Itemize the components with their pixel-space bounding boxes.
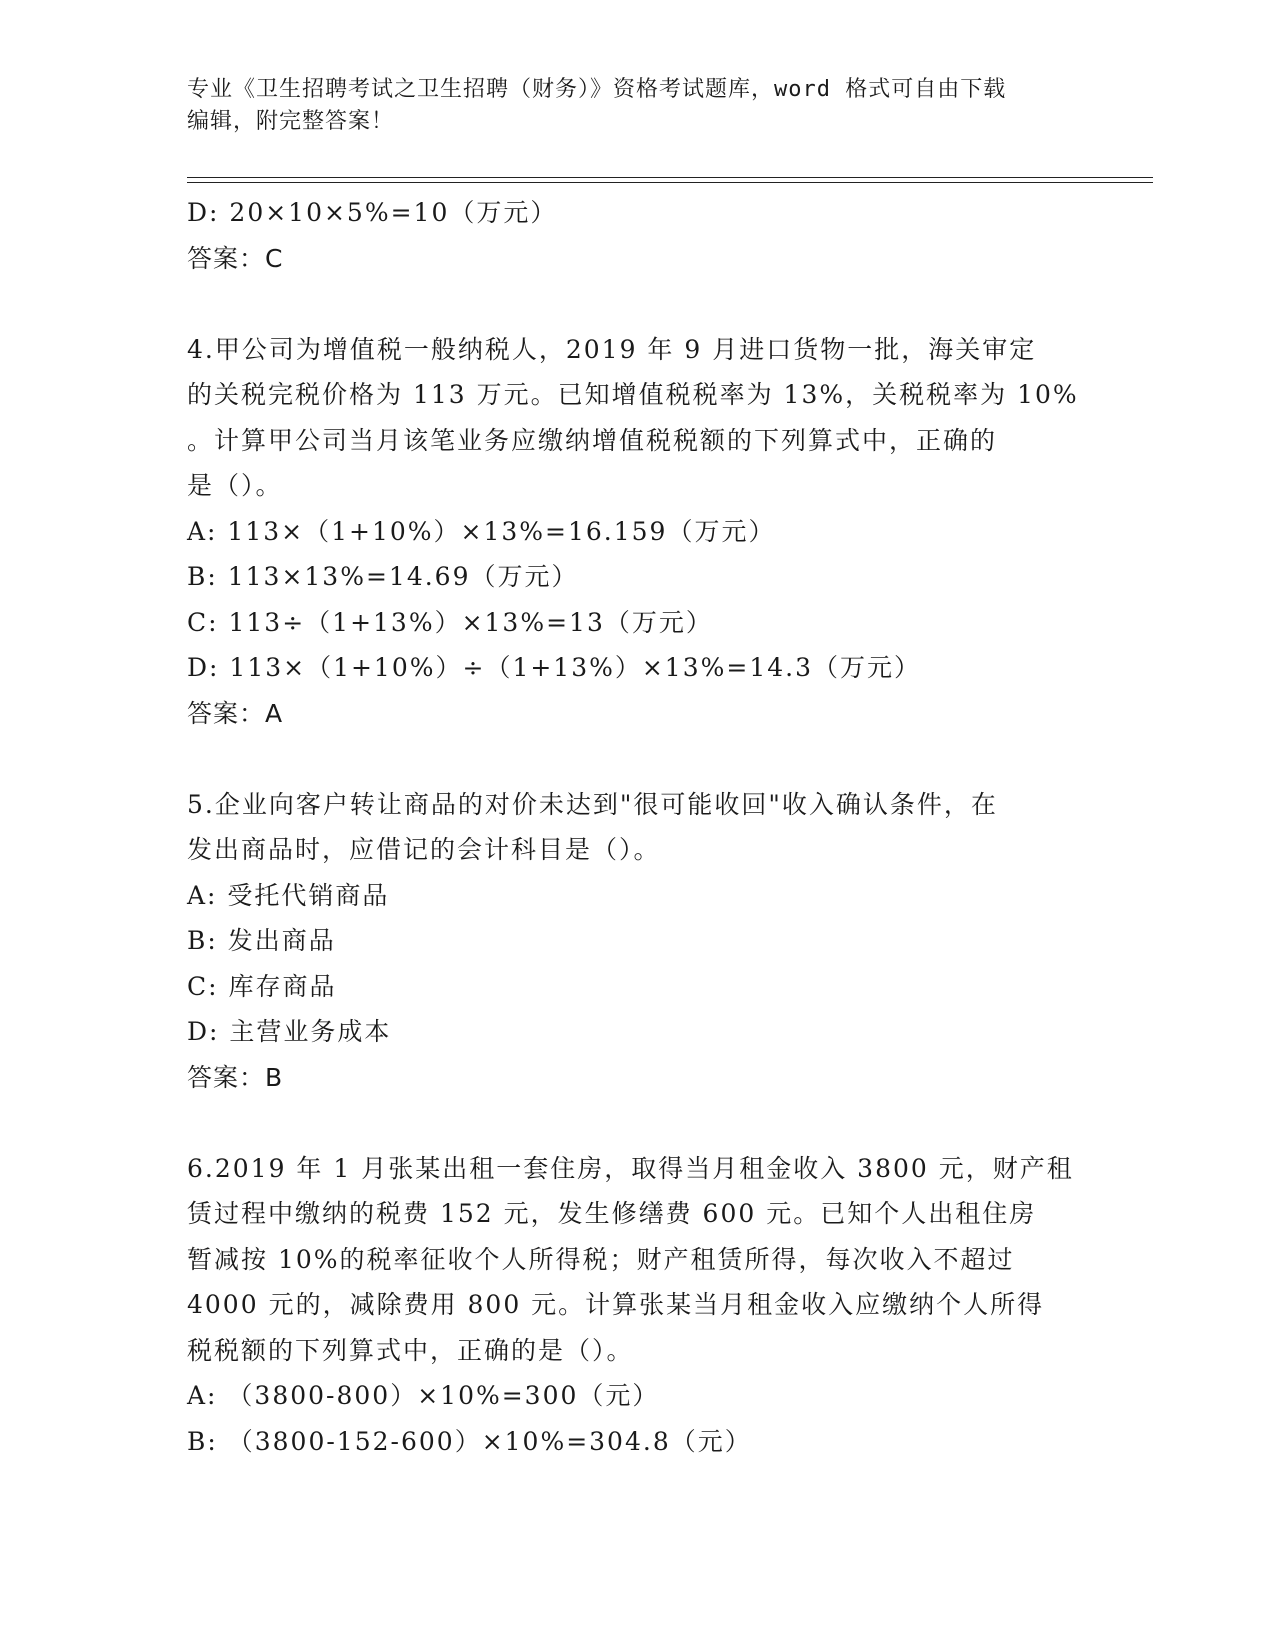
answer: 答案：A — [187, 698, 284, 728]
option-d: D: 113×（1+10%）÷（1+13%）×13%=14.3（万元） — [187, 653, 921, 682]
header-divider-bottom — [187, 182, 1153, 183]
question-text-line: 暂减按 10%的税率征收个人所得税；财产租赁所得，每次收入不超过 — [187, 1244, 1015, 1274]
header-divider-top — [187, 177, 1153, 178]
question-5 — [187, 782, 1087, 1101]
question-text-line: 4000 元的，减除费用 800 元。计算张某当月租金收入应缴纳个人所得 — [187, 1290, 1045, 1319]
question-text-line: 的关税完税价格为 113 万元。已知增值税税率为 13%，关税税率为 10% — [187, 380, 1079, 409]
question-text-line: 是（）。 — [187, 471, 283, 500]
option-b: B: 发出商品 — [187, 926, 336, 955]
option-a: A: 113×（1+10%）×13%=16.159（万元） — [187, 516, 776, 546]
spacer — [187, 281, 1087, 327]
header-line-1: 专业《卫生招聘考试之卫生招聘（财务）》资格考试题库，word 格式可自由下载 — [187, 77, 1007, 102]
option-c: C: 库存商品 — [187, 971, 337, 1001]
answer: 答案：B — [187, 1062, 284, 1092]
header-line-2: 编辑，附完整答案！ — [187, 109, 395, 134]
document-header — [187, 74, 1087, 138]
option-a: A: 受托代销商品 — [187, 880, 390, 910]
question-6 — [187, 1146, 1087, 1465]
question-text-line: 。计算甲公司当月该笔业务应缴纳增值税税额的下列算式中，正确的 — [187, 425, 998, 455]
document-body — [187, 190, 1087, 1464]
question-text-line: 发出商品时，应借记的会计科目是（）。 — [187, 835, 661, 864]
question-text-line: 税税额的下列算式中，正确的是（）。 — [187, 1335, 634, 1365]
option-a: A: （3800-800）×10%=300（元） — [187, 1381, 660, 1410]
spacer — [187, 1100, 1087, 1146]
option-c: C: 113÷（1+13%）×13%=13（万元） — [187, 607, 713, 637]
spacer — [187, 736, 1087, 782]
question-text-line: 5.企业向客户转让商品的对价未达到"很可能收回"收入确认条件，在 — [187, 789, 998, 819]
question-text-line: 4.甲公司为增值税一般纳税人，2019 年 9 月进口货物一批，海关审定 — [187, 334, 1037, 364]
question-text-line: 赁过程中缴纳的税费 152 元，发生修缮费 600 元。已知个人出租住房 — [187, 1199, 1037, 1228]
option-b: B: 113×13%=14.69（万元） — [187, 562, 579, 591]
option-b: B: （3800-152-600）×10%=304.8（元） — [187, 1426, 752, 1456]
question-4 — [187, 327, 1087, 737]
answer: 答案：C — [187, 243, 284, 273]
question-3-tail — [187, 190, 1087, 281]
option-d: D: 20×10×5%=10（万元） — [187, 198, 558, 227]
option-d: D: 主营业务成本 — [187, 1017, 392, 1046]
question-text-line: 6.2019 年 1 月张某出租一套住房，取得当月租金收入 3800 元，财产租 — [187, 1153, 1074, 1183]
